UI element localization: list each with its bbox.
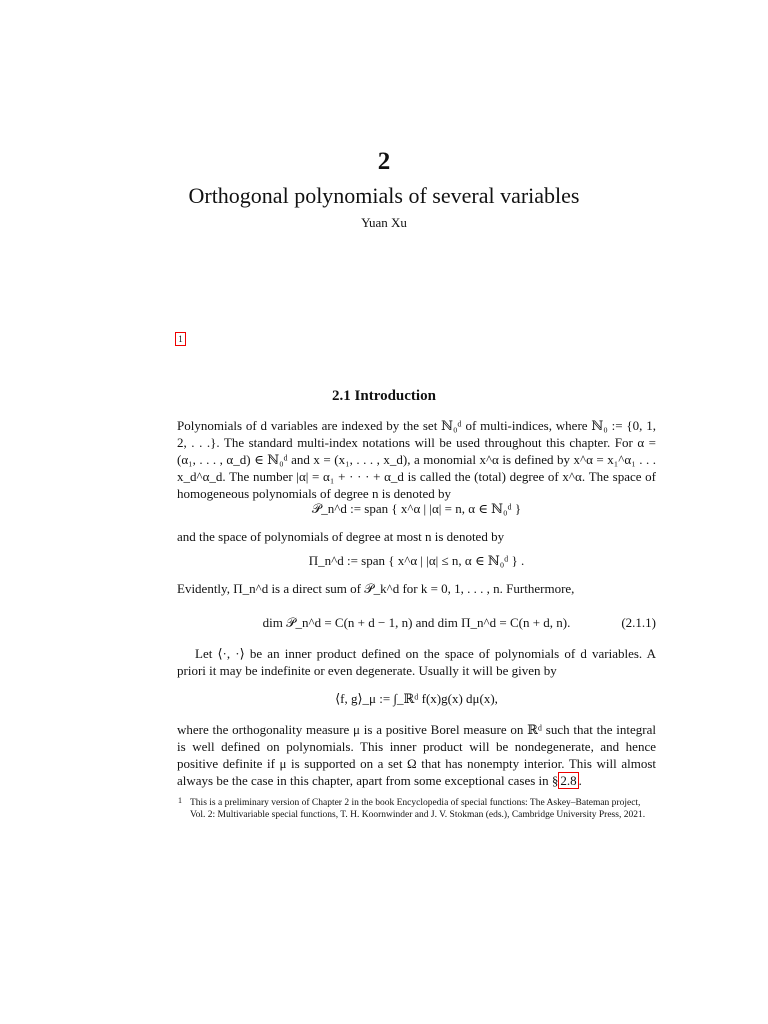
footnote-link[interactable]: 1: [175, 332, 186, 346]
paragraph-polynomial-space: and the space of polynomials of degree at most n is denoted by: [177, 529, 505, 544]
paragraph-measure: [177, 721, 656, 789]
equation-number: (2.1.1): [621, 615, 656, 630]
paragraph-measure-end: .: [578, 773, 582, 788]
chapter-number: 2: [377, 148, 391, 175]
chapter-title: Orthogonal polynomials of several variables: [188, 183, 580, 208]
paragraph-intro: Polynomials of d variables are indexed by the set ℕ₀ᵈ of multi-indices, where ℕ₀ := {0, 1, 2, . . .}. The standard multi-index notations will be used throughout this chapter. For α = (α₁, . . . , α_d) ∈ ℕ₀ᵈ and x = (x₁, . . . , x_d), a monomial x^α is defined by x^α = x₁^α₁ . . . x_d^α_d. The number |α| = α₁ + · · · + α_d is called the (total) degree of x^α. The space of homogeneous polynomials of degree n is denoted by: [177, 418, 656, 501]
paragraph-measure-text: where the orthogonality measure μ is a positive Borel measure on ℝᵈ such that the integral is well defined on polynomials. This inner product will be nondegenerate, and hence positive definite if μ is supported on a set Ω that has nonempty interior. This will almost always be the case in this chapter, apart from some exceptional cases in §: [177, 722, 656, 788]
equation-dimensions: dim 𝒫_n^d = C(n + d − 1, n) and dim Π_n^d = C(n + d, n).: [262, 615, 571, 630]
footnote: [178, 796, 650, 821]
equation-inner-product: ⟨f, g⟩_μ := ∫_ℝᵈ f(x)g(x) dμ(x),: [335, 691, 498, 706]
paragraph-inner-product: Let ⟨·, ·⟩ be an inner product defined on the space of polynomials of d variables. A priori it may be indefinite or even degenerate. Usually it will be given by: [177, 646, 656, 678]
paragraph-direct-sum: Evidently, Π_n^d is a direct sum of 𝒫_k^d for k = 0, 1, . . . , n. Furthermore,: [177, 581, 575, 596]
footnote-marker: 1: [178, 796, 182, 805]
footnote-text: This is a preliminary version of Chapter 2 in the book Encyclopedia of special functions: The Askey–Bateman project, Vol. 2: Multivariable special functions, T. H. Koornwinder and J. V. Stokman (eds.), Cambridge University Press, 2021.: [190, 798, 646, 820]
author-name: Yuan Xu: [361, 215, 407, 230]
section-reference-link[interactable]: 2.8: [560, 773, 577, 788]
equation-homogeneous-space: 𝒫_n^d := span { x^α | |α| = n, α ∈ ℕ₀ᵈ }: [311, 501, 522, 516]
equation-polynomial-space: Π_n^d := span { x^α | |α| ≤ n, α ∈ ℕ₀ᵈ } .: [308, 553, 525, 568]
section-heading: 2.1 Introduction: [332, 388, 436, 404]
